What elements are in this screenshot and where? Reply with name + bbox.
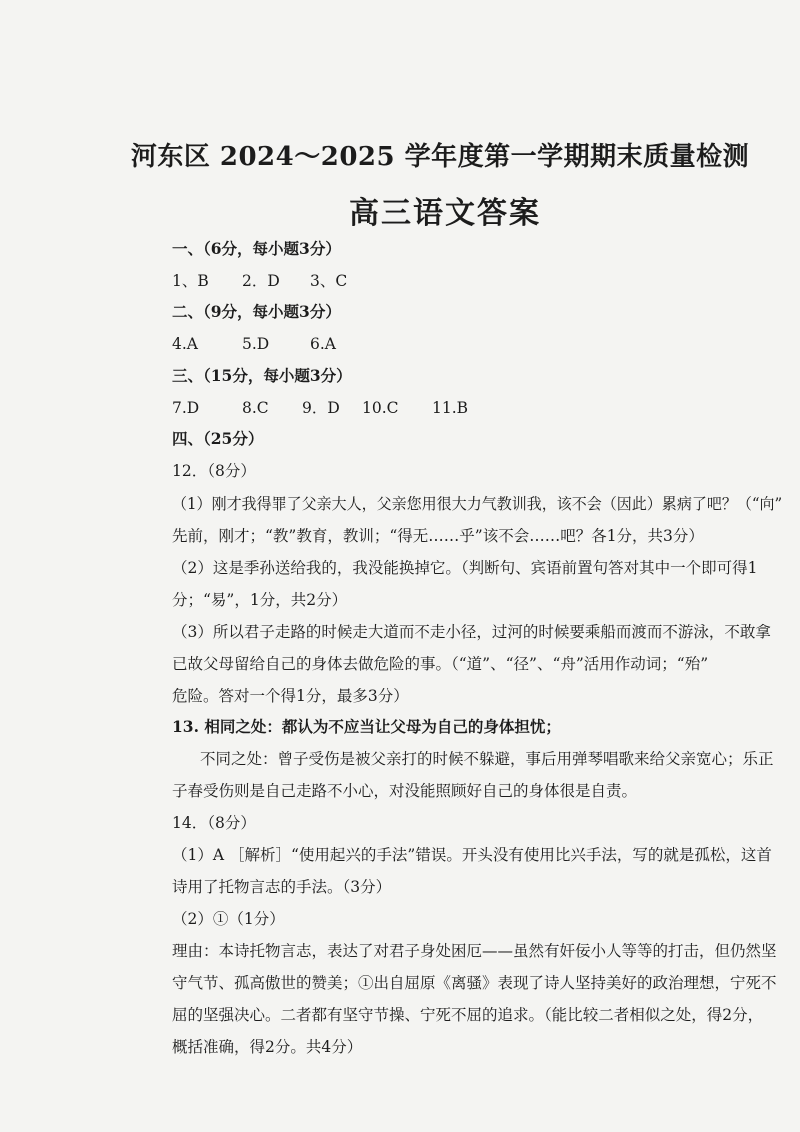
answer-item: 9．D bbox=[302, 399, 340, 417]
q14-part1-line2: 诗用了托物言志的手法。（3分） bbox=[172, 878, 392, 896]
answer-item: 6.A bbox=[310, 335, 336, 353]
q12-part3-line1: （3）所以君子走路的时候走大道而不走小径，过河的时候要乘船而渡而不游泳，不敢拿 bbox=[172, 623, 771, 641]
answer-item: 2．D bbox=[242, 272, 280, 290]
question-13-difference-cont: 子春受伤则是自己走路不小心，对没能照顾好自己的身体很是自责。 bbox=[172, 782, 638, 800]
q12-part3-line2: 已故父母留给自己的身体去做危险的事。（“道”、“径”、“舟”活用作动词；“殆” bbox=[172, 655, 709, 673]
answer-item: 4.A bbox=[172, 335, 198, 353]
answer-item: 11.B bbox=[432, 399, 469, 417]
answer-item: 7.D bbox=[172, 399, 200, 417]
q14-part2-line5: 概括准确，得2分。共4分） bbox=[172, 1038, 363, 1056]
answer-item: 8.C bbox=[242, 399, 269, 417]
answer-item: 3、C bbox=[310, 272, 348, 290]
question-12-heading: 12．（8分） bbox=[172, 462, 256, 480]
section-1-heading: 一、（6分，每小题3分） bbox=[172, 239, 341, 258]
section-4-heading: 四、（25分） bbox=[172, 429, 264, 448]
q14-part2-line4: 屈的坚强决心。二者都有坚守节操、宁死不屈的追求。（能比较二者相似之处，得2分， bbox=[172, 1006, 764, 1024]
question-13-similarity: 13. 相同之处：都认为不应当让父母为自己的身体担忧； bbox=[172, 717, 561, 736]
q12-part2-line2: 分；“易”，1分，共2分） bbox=[172, 591, 348, 609]
question-14-heading: 14．（8分） bbox=[172, 814, 256, 832]
section-2-heading: 二、（9分，每小题3分） bbox=[172, 302, 341, 321]
q14-part2-line3: 守气节、孤高傲世的赞美；①出自屈原《离骚》表现了诗人坚持美好的政治理想，宁死不 bbox=[172, 974, 777, 992]
section-3-heading: 三、（15分，每小题3分） bbox=[172, 366, 352, 385]
question-13-difference: 不同之处：曾子受伤是被父亲打的时候不躲避，事后用弹琴唱歌来给父亲宽心；乐正 bbox=[200, 750, 774, 768]
answer-item: 1、B bbox=[172, 272, 209, 290]
q12-part1-line2: 先前，刚才；“教”教育，教训；“得无……乎”该不会……吧？各1分，共3分） bbox=[172, 527, 704, 545]
q12-part2-line1: （2）这是季孙送给我的，我没能换掉它。（判断句、宾语前置句答对其中一个即可得1 bbox=[172, 559, 758, 577]
q12-part1-line1: （1）刚才我得罪了父亲大人，父亲您用很大力气教训我，该不会（因此）累病了吧？（“向” bbox=[172, 495, 783, 513]
section-2-answers bbox=[172, 333, 336, 355]
section-3-answers bbox=[172, 397, 468, 419]
q14-part2-line1: （2）①（1分） bbox=[172, 910, 285, 928]
exam-title: 河东区 2024～2025 学年度第一学期期末质量检测 bbox=[130, 142, 750, 172]
answer-item: 5.D bbox=[242, 335, 270, 353]
answer-item: 10.C bbox=[362, 399, 399, 417]
exam-subtitle: 高三语文答案 bbox=[349, 196, 541, 231]
section-1-answers bbox=[172, 270, 347, 292]
q12-part3-line3: 危险。答对一个得1分，最多3分） bbox=[172, 687, 409, 705]
q14-part1-line1: （1）A ［解析］“使用起兴的手法”错误。开头没有使用比兴手法，写的就是孤松，这首 bbox=[172, 846, 772, 864]
q14-part2-line2: 理由：本诗托物言志，表达了对君子身处困厄——虽然有奸佞小人等等的打击，但仍然坚 bbox=[172, 942, 777, 960]
